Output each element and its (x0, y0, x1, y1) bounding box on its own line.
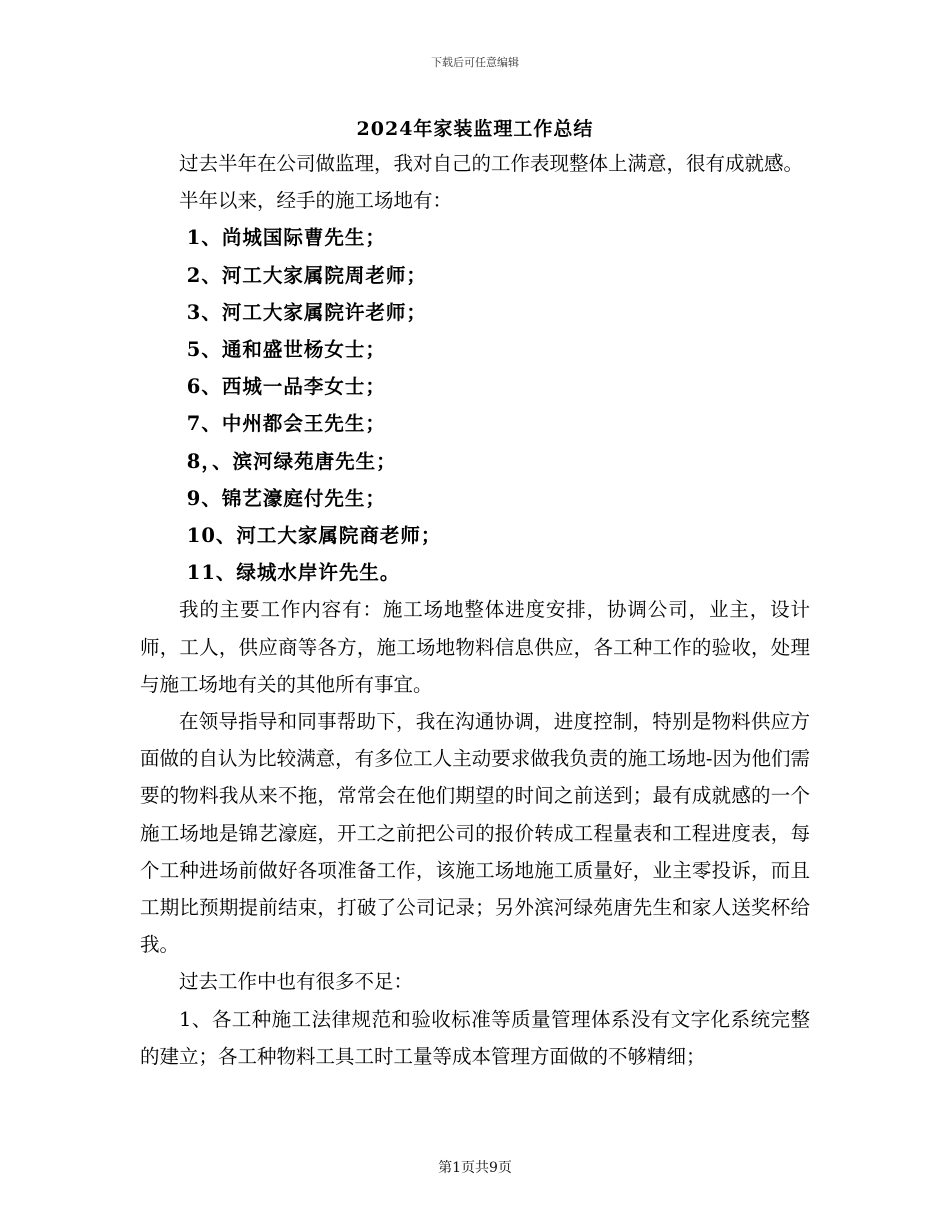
document-title: 2024年家装监理工作总结 (356, 118, 594, 140)
document-body (140, 145, 810, 1075)
site-list-item: 7、中州都会王先生； (186, 412, 386, 436)
shortcoming-item-1: 1、各工种施工法律规范和验收标准等质量管理体系没有文字化系统完整的建立；各工种物料工具工时工量等成本管理方面做的不够精细； (140, 1007, 810, 1068)
site-list-item: 11、绿城水岸许先生。 (186, 561, 401, 585)
site-list-item: 3、河工大家属院许老师； (186, 300, 427, 324)
shortcomings-intro-paragraph: 过去工作中也有很多不足： (179, 970, 414, 994)
site-list-item: 6、西城一品李女士； (186, 375, 386, 399)
site-list-item: 10、河工大家属院商老师； (186, 524, 442, 548)
site-list (140, 219, 810, 591)
sites-intro-paragraph: 半年以来，经手的施工场地有： (179, 189, 453, 213)
site-list-item: 5、通和盛世杨女士； (186, 338, 386, 362)
site-list-item: 8，、滨河绿苑唐先生； (186, 449, 397, 473)
site-list-item: 9、锦艺濠庭付先生； (186, 486, 386, 510)
page-number-footer: 第1页共9页 (438, 1160, 512, 1176)
site-list-item: 2、河工大家属院周老师； (186, 263, 427, 287)
achievements-paragraph: 在领导指导和同事帮助下，我在沟通协调，进度控制，特别是物料供应方面做的自认为比较满意，有多位工人主动要求做我负责的施工场地-因为他们需要的物料我从来不拖，常常会在他们期望的时间之前送到；最有成就感的一个施工场地是锦艺濠庭，开工之前把公司的报价转成工程量表和工程进度表，每个工种进场前做好各项准备工作，该施工场地施工质量好，业主零投诉，而且工期比预期提前结束，打破了公司记录；另外滨河绿苑唐先生和家人送奖杯给我。 (140, 710, 810, 957)
work-content-paragraph: 我的主要工作内容有：施工场地整体进度安排，协调公司，业主，设计师，工人，供应商等各方，施工场地物料信息供应，各工种工作的验收，处理与施工场地有关的其他所有事宜。 (140, 598, 810, 696)
page-header-note: 下载后可任意编辑 (431, 56, 519, 69)
intro-paragraph: 过去半年在公司做监理，我对自己的工作表现整体上满意，很有成就感。 (179, 152, 804, 175)
site-list-item: 1、尚城国际曹先生； (186, 226, 386, 250)
